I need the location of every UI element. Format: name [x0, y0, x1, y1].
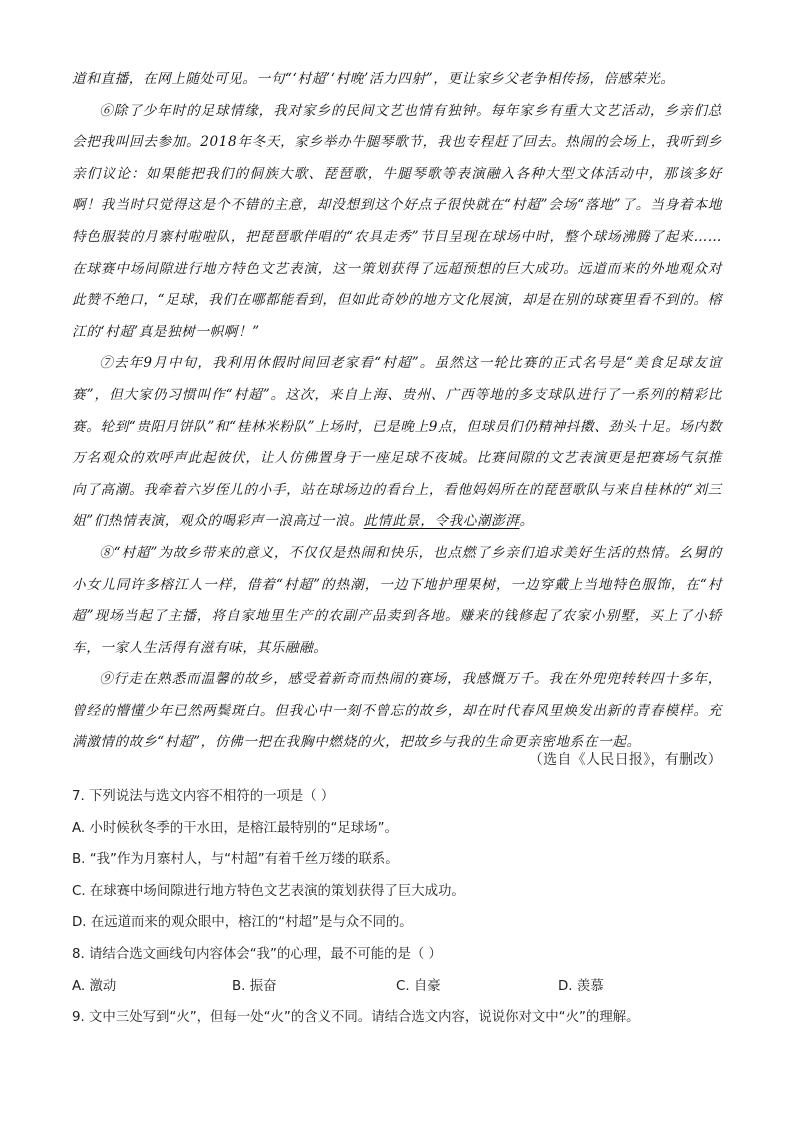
question-8-stem: 8. 请结合选文画线句内容体会“我”的心理，最不可能的是（ ） — [72, 946, 442, 962]
question-7-option-b: B. “我”作为月寨村人，与“村超”有着千丝万缕的联系。 — [72, 852, 399, 868]
question-7-option-c: C. 在球赛中场间隙进行地方特色文艺表演的策划获得了巨大成功。 — [72, 883, 465, 899]
paragraph-7-text: ⑦去年9月中旬，我利用休假时间回老家看“村超”。虽然这一轮比赛的正式名号是“美食足球友谊赛”，但大家仍习惯叫作“村超”。这次，来自上海、贵州、广西等地的多支球队进行了一系列的精彩比赛。轮到“贵阳月饼队”和“桂林米粉队”上场时，已是晚上9点，但球员们仍精神抖擞、劲头十足。场内数万名观众的欢呼声此起彼伏，让人仿佛置身于一座足球不夜城。比赛间隙的文艺表演更是把赛场气氛推向了高潮。我牵着六岁侄儿的小手，站在球场边的看台上，看他妈妈所在的琵琶歌队与来自桂林的“刘三姐”们热情表演，观众的喝彩声一浪高过一浪。 — [72, 355, 722, 530]
question-7-option-a: A. 小时候秋冬季的干水田，是榕江最特别的“足球场”。 — [72, 820, 398, 836]
paragraph-7-end: 。 — [519, 513, 534, 530]
underlined-sentence: 此情此景，令我心潮澎湃 — [363, 513, 520, 530]
question-7-option-d: D. 在远道而来的观众眼中，榕江的“村超”是与众不同的。 — [72, 915, 413, 931]
reading-passage — [72, 64, 722, 759]
question-8-option-b: B. 振奋 — [232, 978, 277, 994]
paragraph-6: ⑥除了少年时的足球情缘，我对家乡的民间文艺也情有独钟。每年家乡有重大文艺活动，乡亲们总会把我叫回去参加。2018年冬天，家乡举办牛腿琴歌节，我也专程赶了回去。热闹的会场上，我听到乡亲们议论：如果能把我们的侗族大歌、琵琶歌，牛腿琴歌等表演融入各种大型文体活动中，那该多好啊！我当时只觉得这是个不错的主意，却没想到这个好点子很快就在“村超”会场“落地”了。当身着本地特色服装的月寨村啦啦队，把琵琶歌伴唱的“农具走秀”节目呈现在球场中时，整个球场沸腾了起来……在球赛中场间隙进行地方特色文艺表演，这一策划获得了远超预想的巨大成功。远道而来的外地观众对此赞不绝口，“足球，我们在哪都能看到，但如此奇妙的地方文化展演，却是在别的球赛里看不到的。榕江的‘村超’真是独树一帜啊！” — [72, 102, 722, 340]
paragraph-9: ⑨行走在熟悉而温馨的故乡，感受着新奇而热闹的赛场，我感慨万千。我在外兜兜转转四十多年，曾经的懵懂少年已然两鬓斑白。但我心中一刻不曾忘的故乡，却在时代春风里焕发出新的青春模样。充满激情的故乡“村超”，仿佛一把在我胸中燃烧的火，把故乡与我的生命更亲密地系在一起。 — [72, 671, 722, 751]
question-9-stem: 9. 文中三处写到“火”，但每一处“火”的含义不同。请结合选文内容，说说你对文中“火”的理解。 — [72, 1010, 640, 1026]
questions-section — [72, 781, 732, 1034]
question-8-option-c: C. 自豪 — [396, 978, 441, 994]
question-8-option-d: D. 羡慕 — [558, 978, 604, 994]
paragraph-5-continued: 道和直播，在网上随处可见。一句“‘村超’‘村晚’活力四射”，更让家乡父老争相传扬，倍感荣光。 — [72, 71, 675, 87]
paragraph-7 — [72, 348, 722, 538]
question-8-option-a: A. 激动 — [72, 978, 117, 994]
question-8-options — [72, 971, 732, 1003]
paragraph-8: ⑧“村超”为故乡带来的意义，不仅仅是热闹和快乐，也点燃了乡亲们追求美好生活的热情。幺舅的小女儿同许多榕江人一样，借着“村超”的热潮，一边下地护理果树，一边穿戴上当地特色服饰，在“村超”现场当起了主播，将自家地里生产的农副产品卖到各地。赚来的钱修起了农家小别墅，买上了小轿车，一家人生活得有滋有味，其乐融融。 — [72, 544, 722, 656]
question-7-stem: 7. 下列说法与选文内容不相符的一项是（ ） — [72, 789, 335, 804]
article-source: （选自《人民日报》，有删改） — [528, 752, 722, 768]
